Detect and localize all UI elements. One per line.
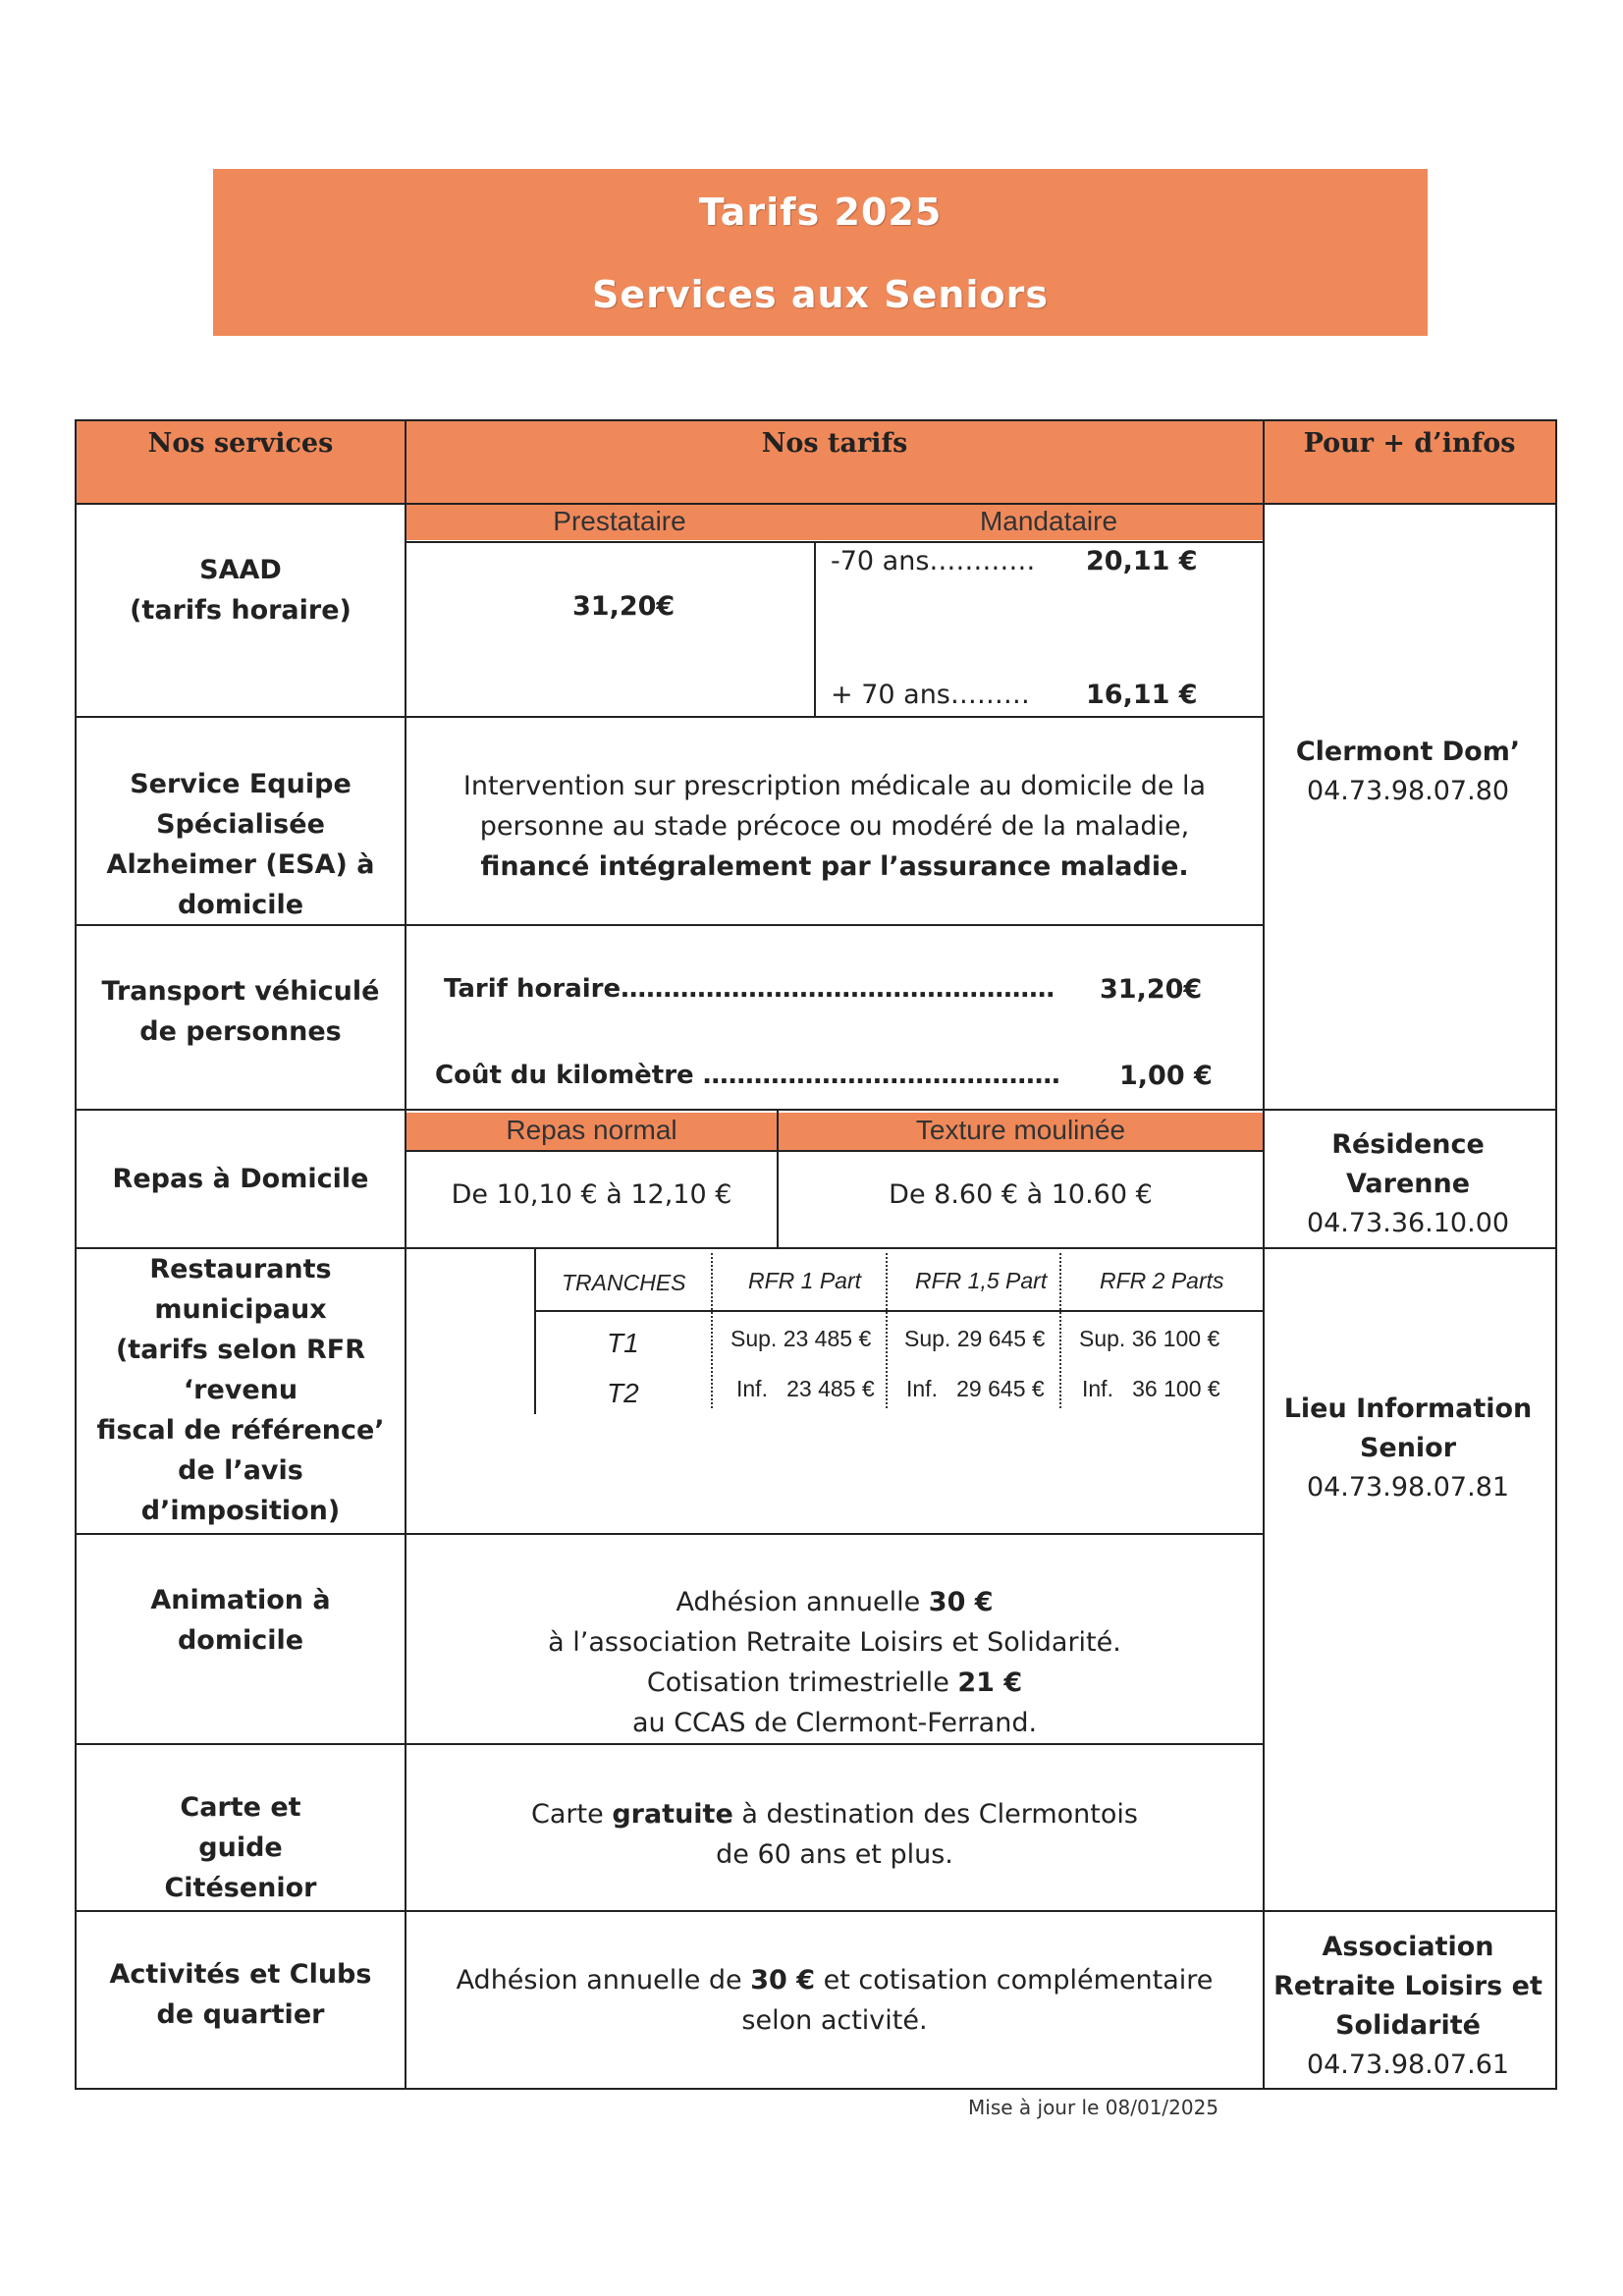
saad-mandataire-divider (814, 541, 816, 718)
animation-line-4: au CCAS de Clermont-Ferrand. (631, 1708, 1038, 1738)
header-infos: Pour + d’infos (1303, 428, 1516, 459)
repas-sub-divider (406, 1150, 1264, 1152)
carte-line-1 (406, 1794, 1264, 1834)
animation-description (406, 1582, 1264, 1743)
animation-line-3-amount: 21 € (957, 1667, 1023, 1698)
service-transport (76, 971, 406, 1052)
service-restaurants-l4: ‘revenu (183, 1375, 298, 1405)
row-divider-restaurants (75, 1533, 1264, 1535)
saad-over70-label: + 70 ans……… (831, 680, 1030, 710)
service-activites-l2: de quartier (156, 1999, 325, 2030)
carte-line-1-bold: gratuite (612, 1799, 733, 1830)
animation-line-1 (406, 1582, 1264, 1622)
animation-line-1-text: Adhésion annuelle (676, 1587, 929, 1617)
header-tarifs: Nos tarifs (761, 428, 908, 459)
rfr-dotted-1 (711, 1253, 713, 1408)
row-divider-transport (75, 1109, 1556, 1111)
banner-title: Tarifs 2025 (698, 191, 943, 234)
saad-col-mandataire: Mandataire (979, 506, 1118, 536)
info-association (1264, 1928, 1552, 2085)
service-restaurants-l5: fiscal de référence’ (96, 1415, 385, 1446)
service-restaurants-l1: Restaurants (149, 1254, 332, 1285)
activites-line-1-bold: 30 € (750, 1965, 815, 1995)
service-esa-l2: Spécialisée (156, 809, 325, 840)
transport-hourly-label: Tarif horaire…………………………………………… (444, 974, 1055, 1004)
service-repas-l1: Repas à Domicile (112, 1164, 369, 1194)
rfr-dotted-2 (886, 1253, 888, 1408)
carte-description (406, 1794, 1264, 1875)
animation-line-1-amount: 30 € (928, 1587, 994, 1617)
info-varenne-phone: 04.73.36.10.00 (1306, 1208, 1510, 1238)
saad-under70-label: -70 ans………… (831, 546, 1036, 576)
esa-line-3: financé intégralement par l’assurance maladie. (480, 851, 1189, 882)
info-association-phone: 04.73.98.07.61 (1306, 2050, 1510, 2080)
carte-line-1-pre: Carte (531, 1799, 613, 1830)
row-divider-animation-left (75, 1743, 406, 1745)
update-date: Mise à jour le 08/01/2025 (968, 2096, 1219, 2119)
esa-line-2: personne au stade précoce ou modéré de la maladie, (479, 811, 1190, 842)
info-association-name-1: Association (1322, 1932, 1494, 1962)
transport-km-label: Coût du kilomètre …………………………………… (435, 1061, 1060, 1090)
service-saad-l1: SAAD (199, 555, 282, 585)
rfr-header-1part: RFR 1 Part (748, 1268, 862, 1293)
activites-line-2: selon activité. (741, 2005, 928, 2036)
service-restaurants-l2: municipaux (154, 1294, 327, 1325)
service-carte (76, 1787, 406, 1908)
header-services: Nos services (147, 428, 334, 459)
rfr-header-tranches: TRANCHES (562, 1270, 686, 1295)
info-varenne-name-1: Résidence (1331, 1129, 1485, 1160)
table-border-top (75, 419, 1556, 421)
saad-sub-divider (406, 541, 1264, 543)
rfr-row-t2-c3: Inf. 36 100 € (1082, 1376, 1220, 1401)
info-varenne (1264, 1125, 1552, 1243)
service-activites (76, 1954, 406, 2035)
service-restaurants-l3: (tarifs selon RFR (115, 1335, 366, 1365)
info-association-name-3: Solidarité (1335, 2010, 1481, 2041)
activites-line-1 (406, 1960, 1264, 2000)
banner-subtitle: Services aux Seniors (592, 273, 1049, 316)
service-esa-l1: Service Equipe (130, 769, 352, 799)
service-animation-l2: domicile (177, 1625, 304, 1656)
carte-line-1-post: à destination des Clermontois (732, 1799, 1138, 1830)
service-carte-l2: guide (198, 1832, 283, 1863)
info-lieu (1264, 1390, 1552, 1507)
animation-line-2: à l’association Retraite Loisirs et Solidarité. (548, 1627, 1121, 1658)
info-lieu-name-1: Lieu Information (1283, 1394, 1533, 1424)
esa-description (406, 766, 1264, 887)
saad-col-prestataire: Prestataire (553, 506, 686, 536)
info-clermontdom-name: Clermont Dom’ (1295, 737, 1521, 767)
animation-line-3-text: Cotisation trimestrielle (646, 1667, 958, 1698)
service-carte-l1: Carte et (180, 1792, 301, 1823)
activites-line-1-pre: Adhésion annuelle de (456, 1965, 751, 1995)
info-varenne-name-2: Varenne (1345, 1169, 1471, 1199)
saad-under70-price: 20,11 € (1086, 546, 1198, 576)
row-divider-carte (75, 1910, 1556, 1912)
table-border-right (1555, 419, 1557, 2090)
saad-over70-price: 16,11 € (1086, 680, 1198, 710)
row-divider-saad (75, 716, 1264, 718)
service-esa (76, 764, 406, 925)
rfr-row-t2-c2: Inf. 29 645 € (906, 1376, 1045, 1401)
service-transport-l2: de personnes (139, 1016, 342, 1047)
rfr-row-t2-tranche: T2 (607, 1378, 639, 1408)
service-restaurants-l6: de l’avis (178, 1455, 303, 1486)
repas-mouline-price: De 8.60 € à 10.60 € (889, 1179, 1153, 1210)
row-divider-animation (406, 1743, 1264, 1745)
service-transport-l1: Transport véhiculé (101, 976, 380, 1007)
service-esa-l3: Alzheimer (ESA) à (106, 849, 375, 880)
service-saad (76, 550, 406, 630)
rfr-header-2parts: RFR 2 Parts (1100, 1268, 1224, 1293)
rfr-row-t2-c1: Inf. 23 485 € (736, 1376, 875, 1401)
info-lieu-name-2: Senior (1359, 1433, 1457, 1463)
saad-prestataire-price: 31,20€ (572, 591, 676, 622)
info-clermontdom (1264, 733, 1552, 811)
service-restaurants (76, 1249, 406, 1531)
title-banner (213, 169, 1428, 336)
service-animation (76, 1580, 406, 1661)
activites-line-1-post: et cotisation complémentaire (815, 1965, 1214, 1995)
service-restaurants-l7: d’imposition) (140, 1496, 341, 1526)
rfr-header-15part: RFR 1,5 Part (915, 1268, 1048, 1293)
service-esa-l4: domicile (177, 890, 304, 920)
rfr-row-t1-c2: Sup. 29 645 € (904, 1326, 1046, 1351)
service-animation-l1: Animation à (150, 1585, 331, 1615)
rfr-table-left-border (534, 1249, 536, 1414)
repas-col-mouline: Texture moulinée (915, 1115, 1126, 1145)
rfr-dotted-3 (1059, 1253, 1061, 1408)
animation-line-3 (406, 1663, 1264, 1703)
service-repas (76, 1159, 406, 1199)
transport-hourly-price: 31,20€ (1100, 974, 1203, 1005)
rfr-row-t1-c3: Sup. 36 100 € (1079, 1326, 1220, 1351)
service-saad-l2: (tarifs horaire) (130, 595, 352, 626)
service-carte-l3: Citésenior (164, 1873, 317, 1903)
table-border-bottom (75, 2088, 1556, 2090)
info-clermontdom-phone: 04.73.98.07.80 (1306, 776, 1510, 806)
repas-col-normal: Repas normal (506, 1115, 677, 1145)
repas-normal-price: De 10,10 € à 12,10 € (451, 1179, 732, 1210)
esa-line-1: Intervention sur prescription médicale au domicile de la (462, 771, 1207, 801)
activites-description (406, 1960, 1264, 2041)
info-association-name-2: Retraite Loisirs et (1273, 1971, 1542, 2001)
rfr-row-t1-c1: Sup. 23 485 € (730, 1326, 872, 1351)
info-lieu-phone: 04.73.98.07.81 (1306, 1472, 1510, 1503)
rfr-row-t1-tranche: T1 (607, 1328, 639, 1358)
transport-km-price: 1,00 € (1119, 1061, 1213, 1091)
header-divider (75, 503, 1556, 505)
service-activites-l1: Activités et Clubs (109, 1959, 372, 1990)
carte-line-2: de 60 ans et plus. (716, 1839, 953, 1870)
rfr-table-header-divider (535, 1310, 1263, 1312)
